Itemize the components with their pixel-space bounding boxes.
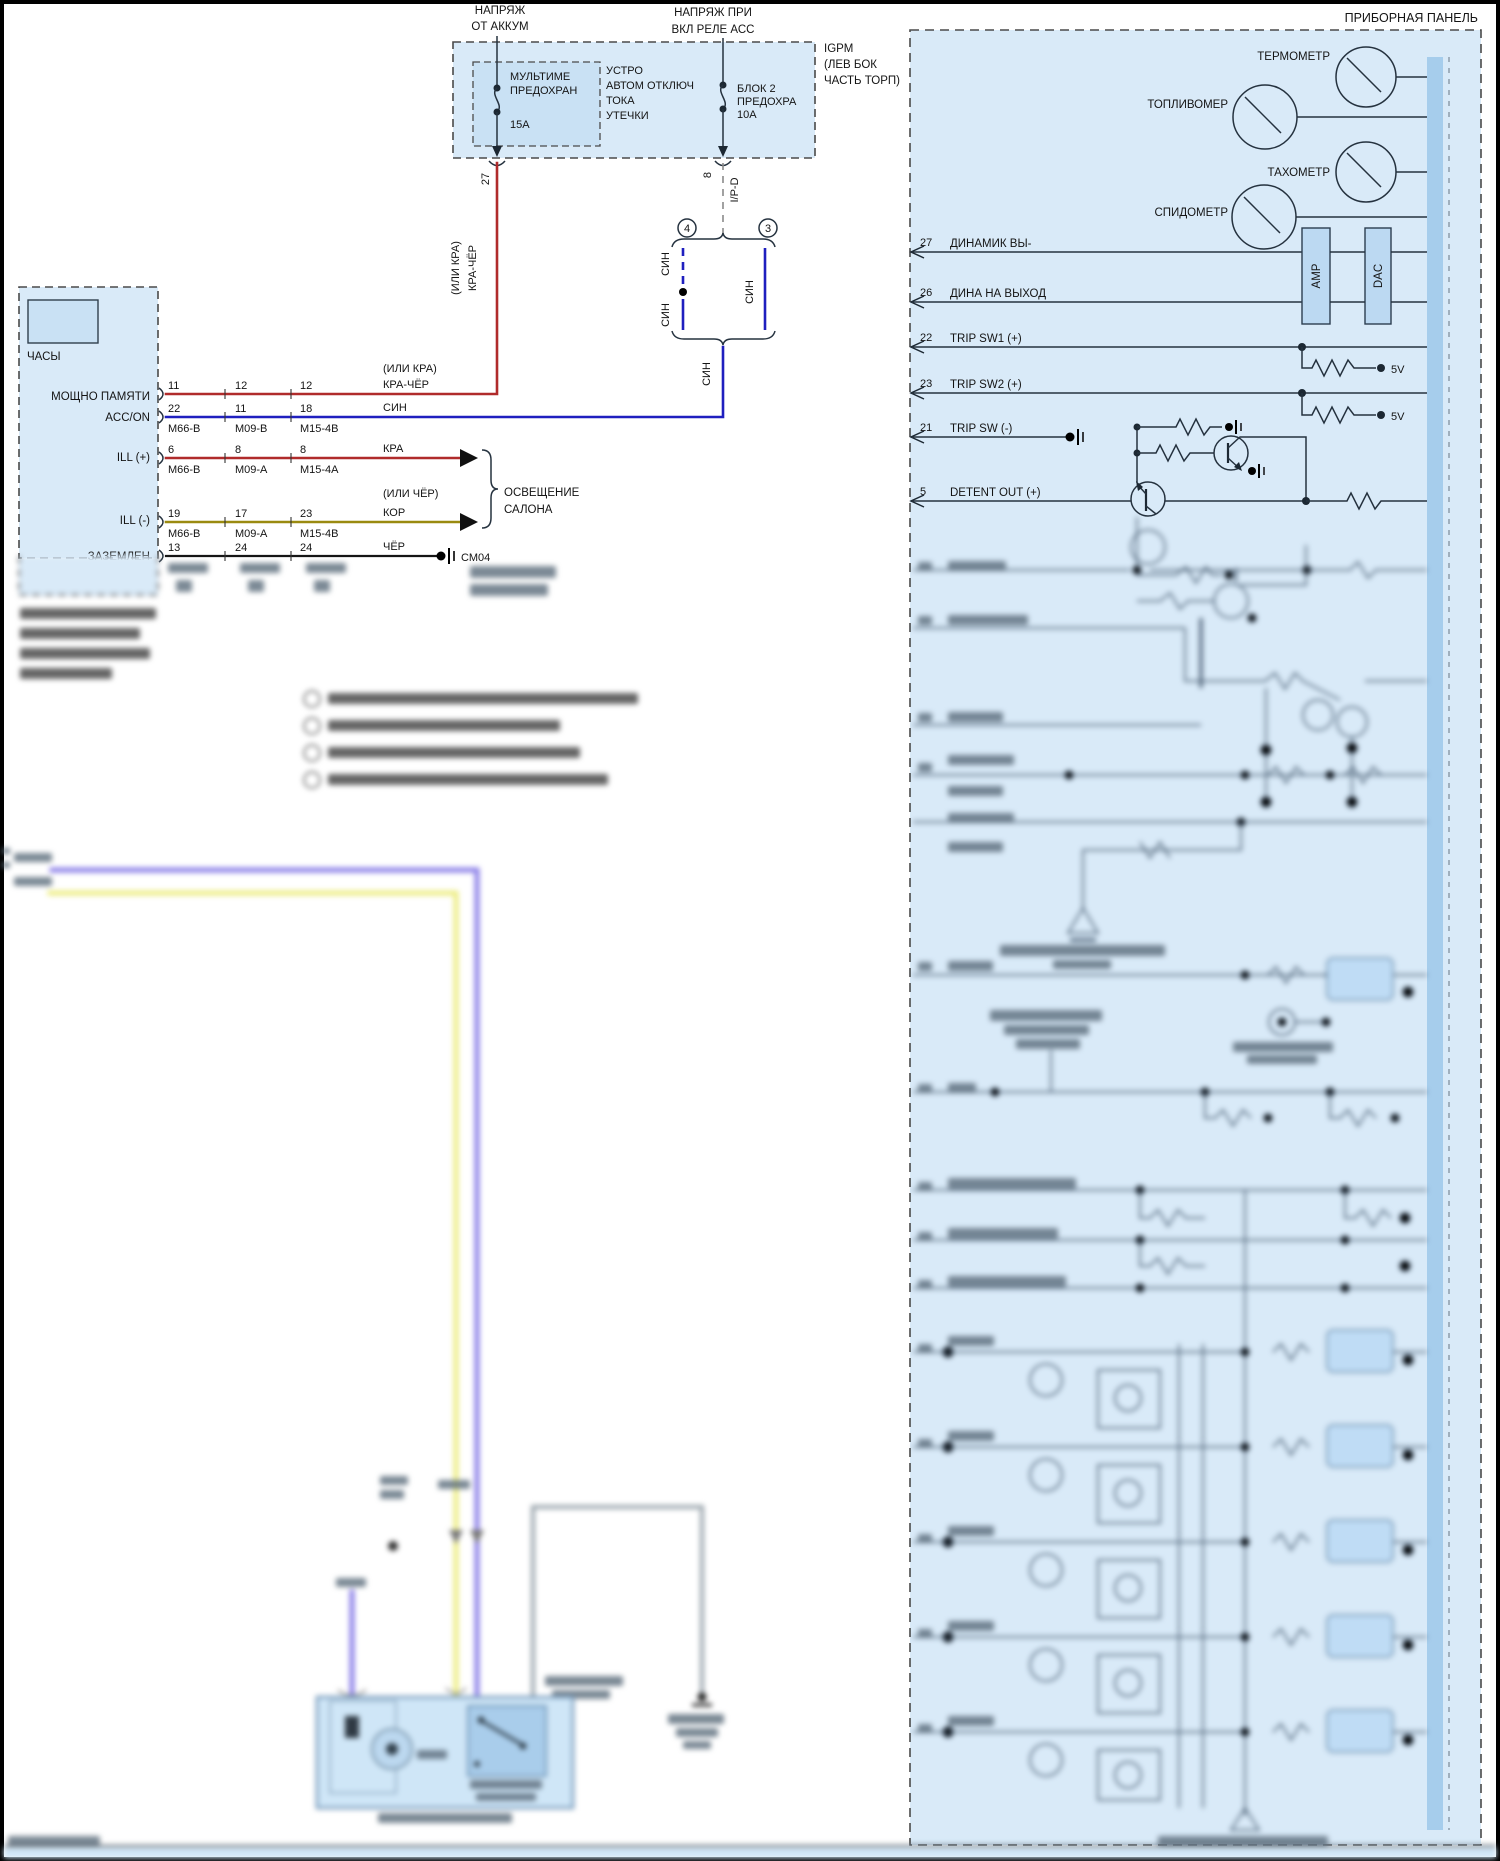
clock-pin-illminus: ILL (-) <box>119 515 150 527</box>
svg-text:(ИЛИ КРА): (ИЛИ КРА) <box>450 241 462 295</box>
svg-text:СИН: СИН <box>744 280 756 304</box>
ipd-label: I/P-D <box>729 177 741 203</box>
svg-text:6: 6 <box>168 444 175 456</box>
svg-text:M66-B: M66-B <box>168 464 201 476</box>
clock-pin-accon: ACC/ON <box>105 412 150 424</box>
svg-text:11: 11 <box>168 380 180 392</box>
svg-text:13: 13 <box>168 542 181 554</box>
svg-text:18: 18 <box>300 403 313 415</box>
svg-text:23: 23 <box>300 508 313 520</box>
svg-text:M66-B: M66-B <box>168 423 201 435</box>
svg-text:DAC: DAC <box>1373 263 1385 289</box>
svg-text:5V: 5V <box>1391 364 1405 376</box>
svg-text:КРА-ЧЁР: КРА-ЧЁР <box>467 244 479 292</box>
wire-yellow <box>50 893 456 1712</box>
watermark-smudge <box>8 1836 100 1845</box>
bottom-strip <box>4 1848 1496 1858</box>
svg-text:21: 21 <box>920 422 933 434</box>
svg-text:ТОКА: ТОКА <box>606 95 635 107</box>
svg-text:(ЛЕВ БОК: (ЛЕВ БОК <box>824 59 877 71</box>
svg-text:ВКЛ РЕЛЕ АСС: ВКЛ РЕЛЕ АСС <box>671 24 755 36</box>
wire-purple <box>52 870 477 1715</box>
svg-text:27: 27 <box>920 237 933 249</box>
pin-trip-sw2: TRIP SW2 (+) <box>950 379 1022 391</box>
supply-box <box>453 5 900 166</box>
ground-dot <box>437 552 446 561</box>
svg-text:ПРЕДОХРА: ПРЕДОХРА <box>737 96 797 108</box>
gauge-label-tachometer: ТАХОМЕТР <box>1267 167 1330 179</box>
svg-text:17: 17 <box>235 508 248 520</box>
svg-text:СИН: СИН <box>701 362 713 386</box>
clock-box <box>19 287 163 563</box>
pin-trip-sw-minus: TRIP SW (-) <box>950 423 1013 435</box>
arrow-right-icon <box>460 449 478 467</box>
sharp-layer <box>19 5 1481 1845</box>
svg-text:24: 24 <box>300 542 313 554</box>
battery-voltage-label: НАПРЯЖ <box>474 5 526 17</box>
svg-text:(ИЛИ ЧЁР): (ИЛИ ЧЁР) <box>383 488 439 500</box>
svg-text:КОР: КОР <box>383 507 406 519</box>
panel-title: ПРИБОРНАЯ ПАНЕЛЬ <box>1344 11 1478 25</box>
svg-text:M66-B: M66-B <box>168 528 201 540</box>
fuse1-label: МУЛЬТИМЕ <box>510 71 571 83</box>
svg-text:5: 5 <box>920 486 927 498</box>
clock-pin-illplus: ILL (+) <box>116 452 150 464</box>
gauge-label-fuel: ТОПЛИВОМЕР <box>1147 99 1228 111</box>
acc-relay-voltage-label: НАПРЯЖ ПРИ <box>674 7 752 19</box>
pin-speaker-out: ДИНА НА ВЫХОД <box>950 288 1047 300</box>
colored-wires <box>2 848 484 1715</box>
svg-text:24: 24 <box>235 542 248 554</box>
cabin-light-label: ОСВЕЩЕНИЕ <box>504 487 580 499</box>
svg-text:3: 3 <box>764 223 772 235</box>
svg-text:8: 8 <box>235 444 242 456</box>
svg-text:ЧАСТЬ ТОРП): ЧАСТЬ ТОРП) <box>824 75 900 87</box>
svg-text:M15-4B: M15-4B <box>300 423 339 435</box>
clock-name: ЧАСЫ <box>27 351 61 363</box>
wire-27-red <box>166 163 497 394</box>
svg-text:26: 26 <box>920 287 933 299</box>
svg-text:ОТ АККУМ: ОТ АККУМ <box>471 21 529 33</box>
wire-blue-acc <box>166 347 723 417</box>
fuse2-label: БЛОК 2 <box>737 83 776 95</box>
gauge-label-thermometer: ТЕРМОМЕТР <box>1257 51 1330 63</box>
svg-text:15А: 15А <box>510 119 530 131</box>
brace-top <box>672 233 775 247</box>
svg-text:5V: 5V <box>1391 411 1405 423</box>
svg-text:СИН: СИН <box>660 252 672 276</box>
svg-text:AMP: AMP <box>1311 263 1323 289</box>
svg-text:12: 12 <box>300 380 313 392</box>
svg-text:ПРЕДОХРАН: ПРЕДОХРАН <box>510 85 578 97</box>
svg-text:АВТОМ ОТКЛЮЧ: АВТОМ ОТКЛЮЧ <box>606 80 694 92</box>
ground-code: СМ04 <box>461 552 491 564</box>
svg-text:КРА-ЧЁР: КРА-ЧЁР <box>383 379 430 391</box>
instrument-panel-box <box>910 11 1481 1845</box>
svg-text:СИН: СИН <box>383 402 407 414</box>
arrow-right-icon <box>460 513 478 531</box>
junction-dot <box>679 288 687 296</box>
numbered-notes <box>304 691 638 788</box>
svg-text:(ИЛИ КРА): (ИЛИ КРА) <box>383 363 437 375</box>
svg-text:УТЕЧКИ: УТЕЧКИ <box>606 110 649 122</box>
clock-pin-memory: МОЩНО ПАМЯТИ <box>51 391 150 403</box>
svg-text:12: 12 <box>235 380 248 392</box>
brace-bottom <box>672 331 775 345</box>
leak-device-label: УСТРО <box>606 65 643 77</box>
svg-text:10А: 10А <box>737 109 757 121</box>
pin-detent-out: DETENT OUT (+) <box>950 487 1041 499</box>
pin-trip-sw1: TRIP SW1 (+) <box>950 333 1022 345</box>
svg-text:22: 22 <box>920 332 933 344</box>
svg-text:4: 4 <box>683 223 691 235</box>
svg-text:M09-A: M09-A <box>235 464 268 476</box>
svg-text:M15-4A: M15-4A <box>300 464 339 476</box>
pin8-number: 8 <box>702 171 714 179</box>
gauge-label-speedometer: СПИДОМЕТР <box>1154 207 1228 219</box>
clock-display <box>28 300 98 343</box>
svg-text:M09-B: M09-B <box>235 423 268 435</box>
svg-text:ЧЁР: ЧЁР <box>383 541 406 553</box>
pin27-number: 27 <box>480 172 492 186</box>
igpm-label: IGPM <box>824 43 854 55</box>
panel-bus-bar <box>1427 57 1443 1830</box>
svg-text:19: 19 <box>168 508 181 520</box>
switch-assembly-box <box>317 1697 573 1823</box>
svg-text:23: 23 <box>920 378 933 390</box>
svg-text:M09-A: M09-A <box>235 528 268 540</box>
svg-text:КРА: КРА <box>383 443 404 455</box>
pin-speaker-minus: ДИНАМИК ВЫ- <box>950 238 1032 250</box>
cabin-brace <box>482 450 498 528</box>
svg-text:САЛОНА: САЛОНА <box>504 504 553 516</box>
svg-text:СИН: СИН <box>660 303 672 327</box>
svg-text:11: 11 <box>235 403 247 415</box>
svg-text:22: 22 <box>168 403 181 415</box>
svg-text:M15-4B: M15-4B <box>300 528 339 540</box>
svg-text:8: 8 <box>300 444 307 456</box>
